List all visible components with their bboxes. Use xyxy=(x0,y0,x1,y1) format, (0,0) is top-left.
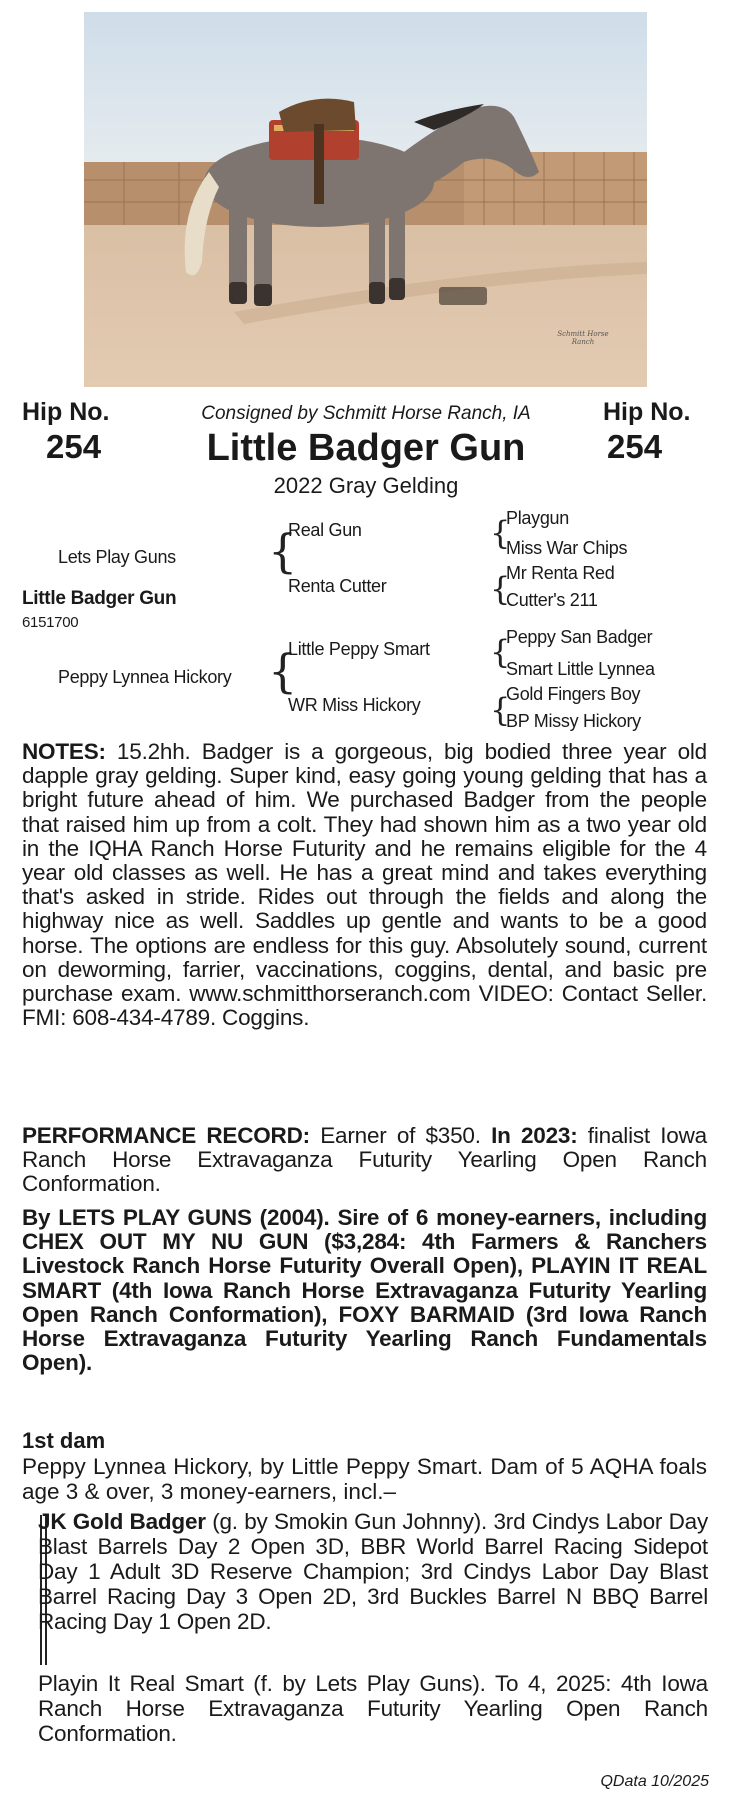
produce-name-1: JK Gold Badger xyxy=(38,1509,206,1534)
sire-summary: By LETS PLAY GUNS (2004). Sire of 6 money-earners, including CHEX OUT MY NU GUN ($3,284: 4th Farmers & Ranchers Livestock Ranch Horse Futurity Overall Open), PLAYIN IT REAL SMART (4th Iowa Ranch Horse Extravaganza Futurity Yearling Open Ranch Conformation), FOXY BARMAID (3rd Iowa Ranch Horse Extravaganza Futurity Yearling Ranch Fundamentals Open). xyxy=(22,1205,707,1376)
hip-label-left: Hip No. xyxy=(22,398,110,426)
pedigree-gg-8: BP Missy Hickory xyxy=(506,711,641,731)
pedigree-gg-1: Playgun xyxy=(506,508,569,528)
hip-number-left: 254 xyxy=(46,428,102,465)
first-dam-line: Peppy Lynnea Hickory, by Little Peppy Smart. Dam of 5 AQHA foals age 3 & over, 3 money-earners, incl.– xyxy=(22,1454,707,1504)
horse-name: Little Badger Gun xyxy=(206,427,526,469)
performance-label: PERFORMANCE RECORD: xyxy=(22,1123,310,1148)
pedigree-gg-2: Miss War Chips xyxy=(506,538,628,558)
brace-gg-2: { xyxy=(490,570,511,608)
brace-gg-3: { xyxy=(490,633,511,671)
produce-text-2: (f. by Lets Play Guns). To 4, 2025: 4th Iowa Ranch Horse Extravaganza Futurity Yearling Open Ranch Conformation. xyxy=(38,1671,708,1746)
pedigree-sire-dam: Renta Cutter xyxy=(288,576,387,596)
registration-number: 6151700 xyxy=(22,614,79,631)
consigned-by: Consigned by Schmitt Horse Ranch, IA xyxy=(201,403,531,424)
photo-signature: Schmitt Horse Ranch xyxy=(557,330,609,346)
pedigree-gg-5: Peppy San Badger xyxy=(506,627,653,647)
produce-name-2: Playin It Real Smart xyxy=(38,1671,244,1696)
brace-dam: { xyxy=(268,644,298,698)
notes-section xyxy=(22,740,707,1030)
performance-year: In 2023: xyxy=(491,1123,578,1148)
pedigree-dam-sire: Little Peppy Smart xyxy=(288,639,430,659)
pedigree-sire: Lets Play Guns xyxy=(58,547,176,567)
horse-description: 2022 Gray Gelding xyxy=(273,473,459,498)
performance-text-2: finalist Iowa Ranch Horse Extravaganza Futurity Yearling Open Ranch Conformation. xyxy=(22,1123,707,1197)
footer-qdata: QData 10/2025 xyxy=(600,1773,709,1790)
brace-gg-4: { xyxy=(490,691,511,729)
pedigree-dam-dam: WR Miss Hickory xyxy=(288,695,421,715)
performance-text-1: Earner of $350. xyxy=(309,1123,492,1148)
horse-photo xyxy=(84,12,647,387)
hip-number-right: 254 xyxy=(607,428,663,465)
produce-item-1 xyxy=(38,1509,708,1634)
pedigree-gg-4: Cutter's 211 xyxy=(506,590,598,610)
notes-text: 15.2hh. Badger is a gorgeous, big bodied three year old dapple gray gelding. Super kind, easy going young gelding that has a bright future ahead of him. We purchased Badger from the people that raised him up from a colt. They had shown him as a two year old in the IQHA Ranch Horse Futurity and he remains eligible for the 4 year old classes as well. He has a great mind and takes everything that's asked in stride. Rides out through the fields and along the highway nice as well. Saddles up gentle and wants to be a good horse. The options are endless for this guy. Absolutely sound, current on deworming, farrier, vaccinations, coggins, dental, and basic pre purchase exam. www.schmitthorseranch.com VIDEO: Contact Seller. FMI: 608-434-4789. Coggins. xyxy=(22,739,707,1031)
brace-gg-1: { xyxy=(490,514,511,552)
pedigree-dam: Peppy Lynnea Hickory xyxy=(58,667,232,687)
pedigree-gg-7: Gold Fingers Boy xyxy=(506,684,641,704)
notes-label: NOTES: xyxy=(22,739,106,764)
hip-label-right: Hip No. xyxy=(603,398,691,426)
pedigree-gg-6: Smart Little Lynnea xyxy=(506,659,655,679)
pedigree-subject: Little Badger Gun xyxy=(22,588,177,609)
performance-section xyxy=(22,1124,707,1197)
brace-sire: { xyxy=(268,524,298,578)
produce-text-1: (g. by Smokin Gun Johnny). 3rd Cindys Labor Day Blast Barrels Day 2 Open 3D, BBR World Barrel Racing Sidepot Day 1 Adult 3D Reserve Champion; 3rd Cindys Labor Day Blast Barrel Racing Day 3 Open 2D, 3rd Buckles Barrel N BBQ Barrel Racing Day 1 Open 2D. xyxy=(38,1509,708,1634)
pedigree-sire-sire: Real Gun xyxy=(288,520,362,540)
produce-item-2 xyxy=(38,1671,708,1746)
pedigree-gg-3: Mr Renta Red xyxy=(506,563,615,583)
first-dam-heading: 1st dam xyxy=(22,1428,106,1453)
